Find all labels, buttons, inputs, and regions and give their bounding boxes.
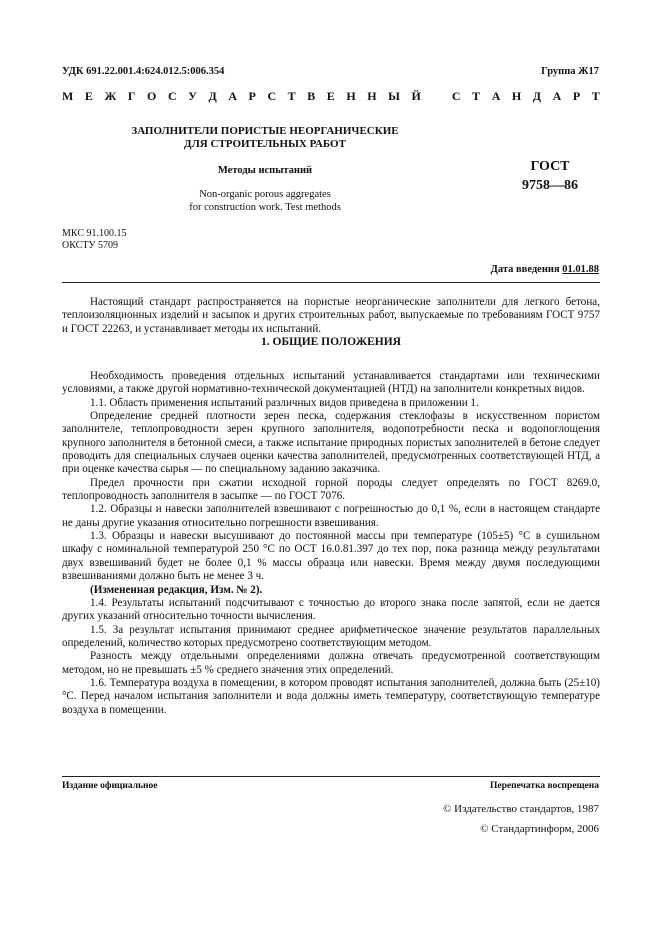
banner-letter: Н <box>346 89 356 103</box>
section-body <box>62 370 600 717</box>
english-title-line-2: for construction work. Test methods <box>189 202 341 213</box>
banner-letter: Г <box>127 89 136 103</box>
divider-top <box>62 282 600 283</box>
gost-number: 9758—86 <box>522 178 578 193</box>
banner-letter: С <box>167 89 177 103</box>
banner-letter: А <box>228 89 237 103</box>
banner-letter: Н <box>367 89 377 103</box>
okstu-code: ОКСТУ 5709 <box>62 240 119 251</box>
paragraph-1-5: 1.5. За результат испытания принимают среднее арифметическое значение результатов параллельных определений, количество которых предусмотрено соответствующим методом. <box>62 623 600 649</box>
paragraph-1-1: 1.1. Область применения испытаний различных видов приведена в приложении 1. <box>90 396 479 409</box>
banner-letter: Т <box>472 89 481 103</box>
paragraph-1: Необходимость проведения отдельных испытаний устанавливается стандартами или техническими условиями, а также другой нормативно-технической документацией (НТД) на заполнители конкретных видов. <box>62 370 600 396</box>
classification-codes <box>62 228 126 252</box>
official-edition-label: Издание официальное <box>62 781 158 791</box>
banner-letter: Т <box>287 89 296 103</box>
banner-letter: У <box>188 89 197 103</box>
gost-designation <box>500 157 600 195</box>
paragraph-1-6: 1.6. Температура воздуха в помещении, в котором проводят испытания заполнителей, должна быть (25±10) °С. Перед началом испытания заполнители и вода должны иметь температуру, соответствующую температуре воздуха в помещении. <box>62 676 600 716</box>
banner-letter: М <box>62 89 74 103</box>
mks-code: МКС 91.100.15 <box>62 228 127 239</box>
english-title-line-1: Non-organic porous aggregates <box>199 189 331 200</box>
document-subtitle: Методы испытаний <box>217 165 313 176</box>
copyright-1: © Издательство стандартов, 1987 <box>443 803 599 815</box>
gost-label: ГОСТ <box>530 159 570 174</box>
banner-letter: Ж <box>104 89 117 103</box>
paragraph-1-3: 1.3. Образцы и навески высушивают до постоянной массы при температуре (105±5) °С в сушильном шкафу с номинальной температурой 250 °С по ОСТ 16.0.81.397 до тех пор, пока разница между результатами двух взвешиваний будет не более 0,1 % массы образца или навески. Время между двумя последующими взвешиваниями должно быть не менее 3 ч. <box>62 530 600 583</box>
banner-letter: Н <box>511 89 522 103</box>
title-line-1: ЗАПОЛНИТЕЛИ ПОРИСТЫЕ НЕОРГАНИЧЕСКИЕ <box>131 125 399 137</box>
banner-letter: А <box>552 89 562 103</box>
reprint-notice: Перепечатка воспрещена <box>489 781 599 791</box>
intro-date-label: Дата введения <box>490 264 560 275</box>
section-heading: 1. ОБЩИЕ ПОЛОЖЕНИЯ <box>261 336 401 348</box>
divider-bottom <box>62 776 600 777</box>
group-code: Группа Ж17 <box>541 66 599 77</box>
intro-date-value: 01.01.88 <box>562 264 599 275</box>
banner-letter: С <box>267 89 277 103</box>
banner-letter: Р <box>572 89 581 103</box>
banner-gap <box>432 89 440 104</box>
paragraph-1-1-strength: Предел прочности при сжатии исходной горной породы следует определять по ГОСТ 8269.0, теплопроводность заполнителя в засыпке — по ГОСТ 7076. <box>62 476 600 503</box>
banner-letter: Д <box>208 89 217 103</box>
banner-letter: Р <box>248 89 256 103</box>
banner-letter: О <box>147 89 157 103</box>
paragraph-1-4: 1.4. Результаты испытаний подсчитывают с точностью до второго знака после запятой, если не дается других указаний относительно точности вычисления. <box>62 596 600 623</box>
banner-letter: Й <box>411 89 421 103</box>
udk-code: УДК 691.22.001.4:624.012.5:006.354 <box>62 66 225 77</box>
amendment-note: (Измененная редакция, Изм. № 2). <box>90 583 263 596</box>
banner-letter: Д <box>532 89 542 103</box>
banner-letter: Е <box>84 89 93 103</box>
paragraph-1-1-detail: Определение средней плотности зерен песка, содержания стеклофазы в искусственном пористом заполнителе, теплопроводности зерен крупного заполнителя, водопотребности песка и водопоглощения крупного заполнителя в бетонной смеси, а также испытание природных пористых заполнителей в бетоне следует проводить для специальных случаев оценки качества заполнителей, предусмотренных соответствующей НТД, а при оценке качества сырья — по специальному заданию заказчика. <box>62 410 600 476</box>
banner-letter: В <box>307 89 316 103</box>
banner-letter: Т <box>591 89 600 103</box>
banner-letter: С <box>451 89 461 103</box>
introduction-date <box>491 264 599 275</box>
standard-banner <box>62 89 600 104</box>
document-title <box>110 125 420 151</box>
banner-letter: А <box>491 89 501 103</box>
intro-paragraph <box>62 296 600 336</box>
banner-letter: Ы <box>388 89 400 103</box>
paragraph-1-5-detail: Разность между отдельными определениями должна отвечать предусмотренной соответствующим методом, но не превышать ±5 % среднего значения этих определений. <box>62 650 600 676</box>
paragraph-1-2: 1.2. Образцы и навески заполнителей взвешивают с погрешностью до 0,1 %, если в настоящем стандарте не даны другие указания относительно погрешности взвешивания. <box>62 503 600 529</box>
english-title <box>110 188 420 214</box>
banner-letter: Е <box>326 89 335 103</box>
intro-text: Настоящий стандарт распространяется на пористые неорганические заполнители для легкого бетона, теплоизоляционных изделий и засыпок и других строительных работ, выпускаемые по требованиям ГОСТ 9757 и ГОСТ 22263, и устанавливает методы их испытаний. <box>62 296 600 335</box>
copyright-2: © Стандартинформ, 2006 <box>480 823 599 835</box>
title-line-2: ДЛЯ СТРОИТЕЛЬНЫХ РАБОТ <box>184 138 346 150</box>
